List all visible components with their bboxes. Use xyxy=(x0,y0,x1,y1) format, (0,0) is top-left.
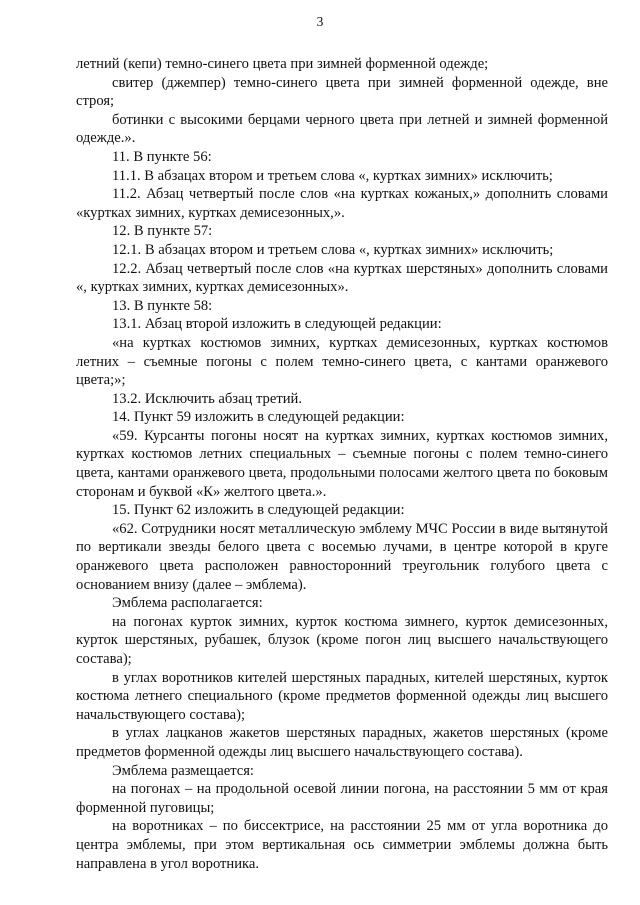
paragraph-item-13: 13. В пункте 58: xyxy=(112,297,213,314)
paragraph-item-14: 14. Пункт 59 изложить в следующей редакции: xyxy=(112,409,405,426)
paragraph-emblem-location-shoulder: на погонах курток зимних, курток костюма зимнего, курток демисезонных, курток шерстяных, рубашек, блузок (кроме погон лиц высшего начальствующего состава); xyxy=(76,613,608,667)
paragraph-boots: ботинки с высокими берцами черного цвета при летней и зимней форменной одежде.». xyxy=(76,111,608,147)
paragraph-item-11-1: 11.1. В абзацах втором и третьем слова «, куртках зимних» исключить; xyxy=(112,167,553,184)
paragraph-emblem-location-lapel: в углах лацканов жакетов шерстяных парадных, жакетов шерстяных (кроме предметов форменной одежды лиц высшего начальствующего состава). xyxy=(76,725,608,760)
paragraph-item-13-1: 13.1. Абзац второй изложить в следующей редакции: xyxy=(112,316,442,333)
paragraph-item-11-2: 11.2. Абзац четвертый после слов «на куртках кожаных,» дополнить словами «куртках зимних, куртках демисезонных,». xyxy=(76,186,608,221)
paragraph-item-15: 15. Пункт 62 изложить в следующей редакции: xyxy=(112,502,405,519)
paragraph-headwear-cap: летний (кепи) темно-синего цвета при зимней форменной одежде; xyxy=(76,56,489,72)
paragraph-emblem-location-heading: Эмблема располагается: xyxy=(112,595,263,612)
paragraph-emblem-location-collar: в углах воротников кителей шерстяных парадных, кителей шерстяных, курток костюма летнего специального (кроме предметов форменной одежды лиц высшего начальствующего состава); xyxy=(76,669,608,723)
paragraph-item-12: 12. В пункте 57: xyxy=(112,223,213,240)
paragraph-emblem-placement-heading: Эмблема размещается: xyxy=(112,762,254,779)
paragraph-emblem-placement-shoulder: на погонах – на продольной осевой линии погона, на расстоянии 5 мм от края форменной пуговицы; xyxy=(76,781,608,816)
paragraph-item-14-text: «59. Курсанты погоны носят на куртках зимних, куртках костюмов зимних, куртках костюмов летних специальных – съемные погоны с полем темно-синего цвета, кантами оранжевого цвета, продольными полосами желтого цвета по боковым сторонам и буквой «К» желтого цвета.». xyxy=(76,427,608,500)
paragraph-item-12-1: 12.1. В абзацах втором и третьем слова «, куртках зимних» исключить; xyxy=(112,241,554,258)
paragraph-item-12-2: 12.2. Абзац четвертый после слов «на куртках шерстяных» дополнить словами «, куртках зимних, куртках демисезонных». xyxy=(76,260,608,296)
paragraph-emblem-placement-collar: на воротниках – по биссектрисе, на расстоянии 25 мм от угла воротника до центра эмблемы, при этом вертикальная ось симметрии эмблемы должна быть направлена в угол воротника. xyxy=(76,818,608,872)
paragraph-item-15-text: «62. Сотрудники носят металлическую эмблему МЧС России в виде вытянутой по вертикали звезды белого цвета с восемью лучами, в центре которой в круге оранжевого цвета расположен равносторонний треугольник голубого цвета с основанием внизу (далее – эмблема). xyxy=(76,520,608,593)
paragraph-sweater: свитер (джемпер) темно-синего цвета при зимней форменной одежде, вне строя; xyxy=(76,74,608,110)
paragraph-item-13-1-text: «на куртках костюмов зимних, куртках демисезонных, куртках костюмов летних – съемные погоны с полем темно-синего цвета, с кантами оранжевого цвета;»; xyxy=(76,334,608,389)
paragraph-item-11: 11. В пункте 56: xyxy=(112,148,212,165)
paragraph-item-13-2: 13.2. Исключить абзац третий. xyxy=(112,390,302,407)
document-body xyxy=(76,55,608,873)
page-number: 3 xyxy=(316,14,324,29)
